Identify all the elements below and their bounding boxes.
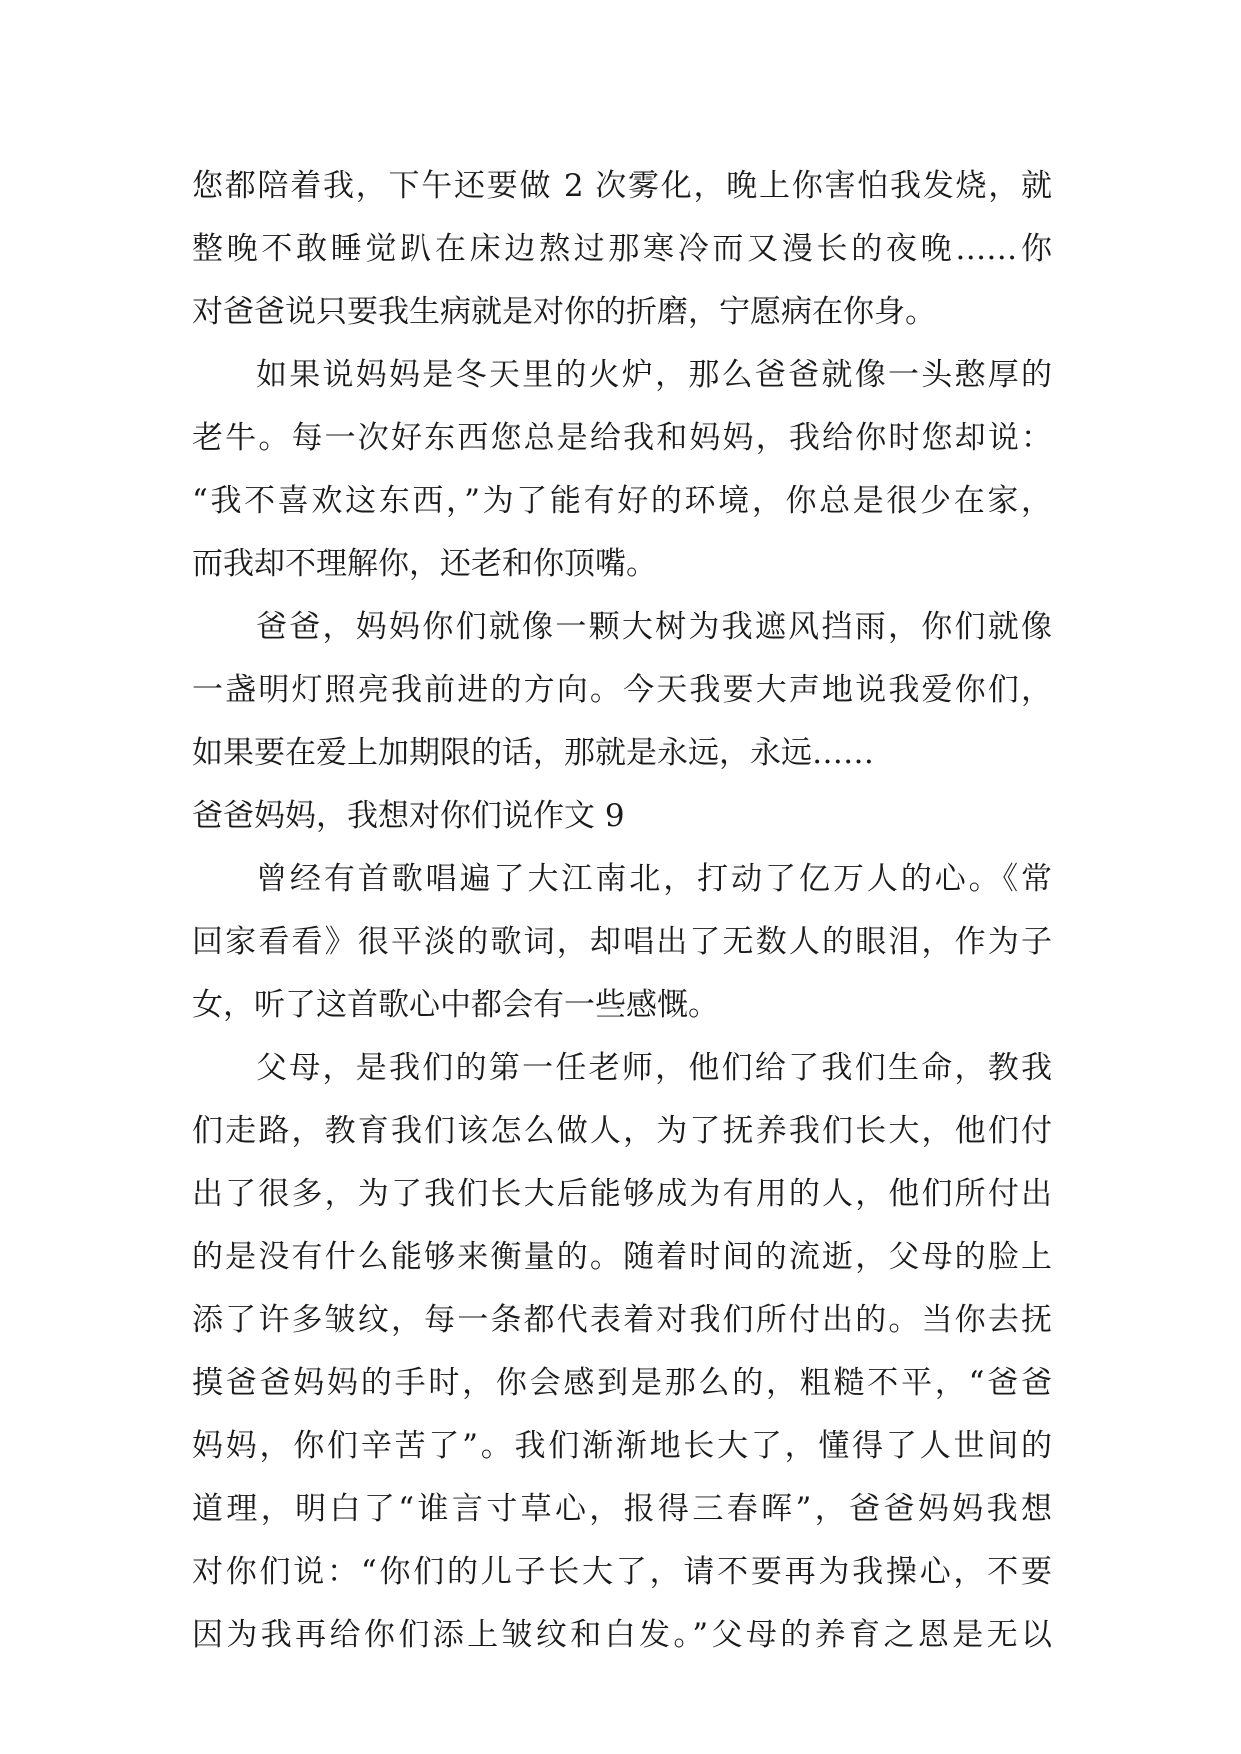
paragraph-first-line: 曾经有首歌唱遍了大江南北，打动了亿万人的心。《常 xyxy=(256,861,1052,897)
text-line: 添了许多皱纹，每一条都代表着对我们所付出的。当你去抚 xyxy=(192,1302,1052,1338)
text-line: 出了很多，为了我们长大后能够成为有用的人，他们所付出 xyxy=(192,1176,1052,1212)
text-line: 因为我再给你们添上皱纹和白发。”父母的养育之恩是无以 xyxy=(192,1617,1052,1653)
text-line: 整晚不敢睡觉趴在床边熬过那寒冷而又漫长的夜晚……你 xyxy=(192,231,1052,267)
text-line: 如果要在爱上加期限的话，那就是永远，永远…… xyxy=(192,735,874,771)
text-line: 们走路，教育我们该怎么做人，为了抚养我们长大，他们付 xyxy=(192,1113,1052,1149)
document-body xyxy=(192,155,1052,1667)
text-line: 老牛。每一次好东西您总是给我和妈妈，我给你时您却说： xyxy=(192,420,1052,456)
text-line: 一盏明灯照亮我前进的方向。今天我要大声地说我爱你们， xyxy=(192,672,1052,708)
text-line: 女，听了这首歌心中都会有一些感慨。 xyxy=(192,987,719,1023)
text-line: 摸爸爸妈妈的手时，你会感到是那么的，粗糙不平，“爸爸 xyxy=(192,1365,1052,1401)
text-line: 对爸爸说只要我生病就是对你的折磨，宁愿病在你身。 xyxy=(192,294,936,330)
paragraph-first-line: 如果说妈妈是冬天里的火炉，那么爸爸就像一头憨厚的 xyxy=(256,357,1052,393)
paragraph-first-line: 爸爸，妈妈你们就像一颗大树为我遮风挡雨，你们就像 xyxy=(256,609,1052,645)
text-line: 而我却不理解你，还老和你顶嘴。 xyxy=(192,546,657,582)
text-line: 妈妈，你们辛苦了”。我们渐渐地长大了，懂得了人世间的 xyxy=(192,1428,1052,1464)
text-line: 您都陪着我，下午还要做 2 次雾化，晚上你害怕我发烧，就 xyxy=(192,168,1052,204)
paragraph-first-line: 父母，是我们的第一任老师，他们给了我们生命，教我 xyxy=(256,1050,1052,1086)
text-line: 道理，明白了“谁言寸草心，报得三春晖”，爸爸妈妈我想 xyxy=(192,1491,1052,1527)
text-line: “我不喜欢这东西，”为了能有好的环境，你总是很少在家， xyxy=(192,483,1052,519)
text-line: 对你们说：“你们的儿子长大了，请不要再为我操心，不要 xyxy=(192,1554,1052,1590)
text-line: 的是没有什么能够来衡量的。随着时间的流逝，父母的脸上 xyxy=(192,1239,1052,1275)
text-line: 回家看看》很平淡的歌词，却唱出了无数人的眼泪，作为子 xyxy=(192,924,1052,960)
section-heading: 爸爸妈妈，我想对你们说作文 9 xyxy=(192,798,625,834)
